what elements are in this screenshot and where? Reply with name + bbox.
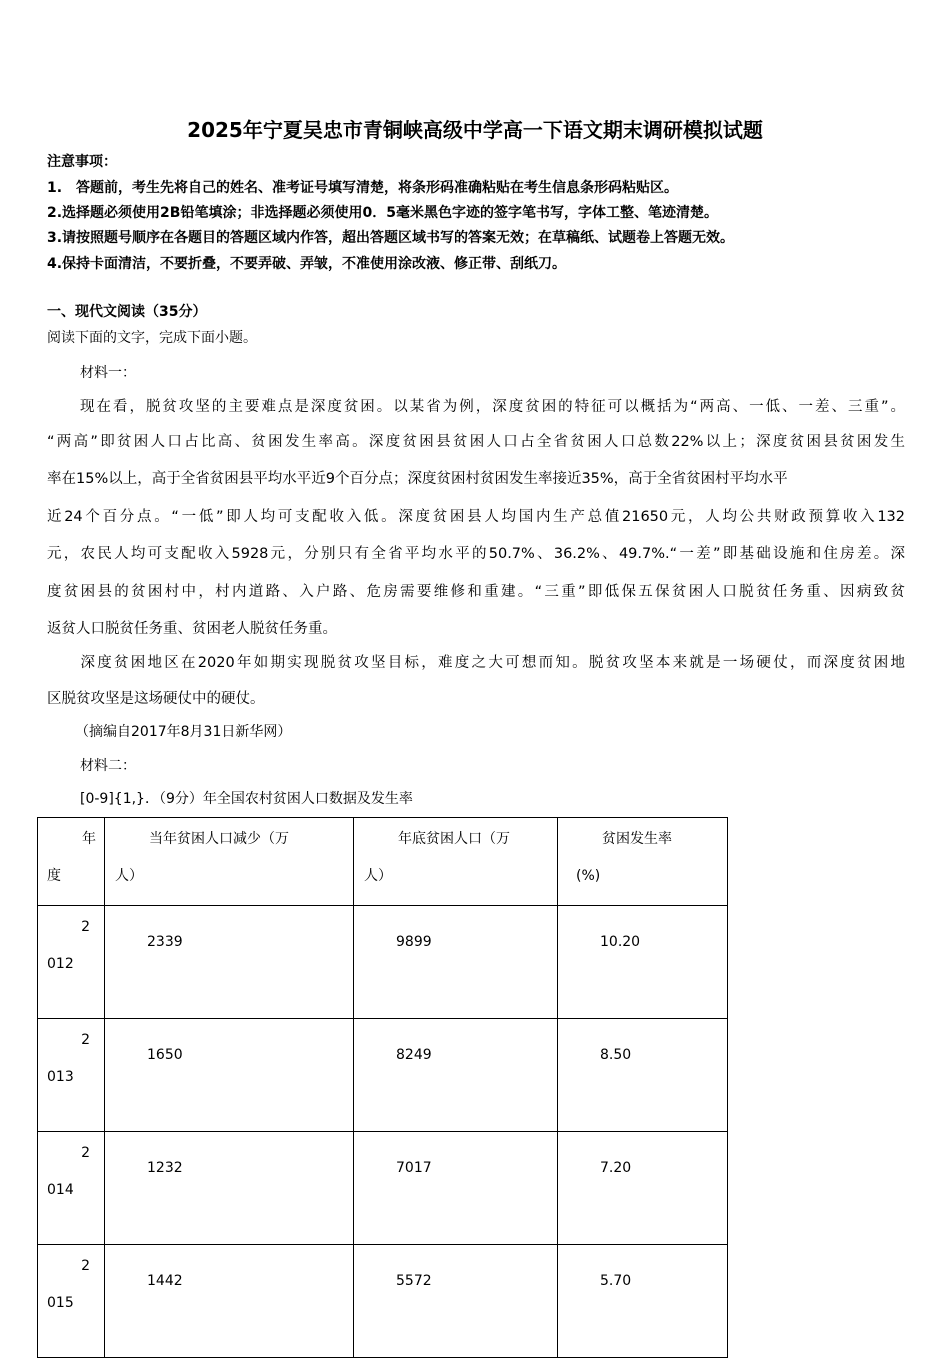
header-year xyxy=(38,818,105,906)
year-part: 014 xyxy=(47,1182,74,1198)
table-row xyxy=(38,1019,728,1132)
header-text: 贫困发生率 xyxy=(602,831,672,847)
instruction: 阅读下面的文字，完成下面小题。 xyxy=(47,330,257,346)
cell-rate: 8.50 xyxy=(558,1019,728,1132)
year-part: 013 xyxy=(47,1069,74,1085)
cell-remaining: 5572 xyxy=(354,1245,558,1358)
cell-remaining: 8249 xyxy=(354,1019,558,1132)
note-item: 3.请按照题号顺序在各题目的答题区域内作答，超出答题区域书写的答案无效；在草稿纸、试题卷上答题无效。 xyxy=(47,230,735,246)
year-part: 012 xyxy=(47,956,74,972)
cell-reduced: 1650 xyxy=(105,1019,354,1132)
header-rate xyxy=(558,818,728,906)
paragraph-line: 率在15%以上，高于全省贫困县平均水平近9个百分点；深度贫困村贫困发生率接近35%，高于全省贫困村平均水平 xyxy=(47,471,788,487)
cell-year xyxy=(38,906,105,1019)
cell-reduced: 1442 xyxy=(105,1245,354,1358)
header-remaining xyxy=(354,818,558,906)
table-caption: [0-9]{1,}．（9分）年全国农村贫困人口数据及发生率 xyxy=(80,791,413,807)
paragraph-line: 近24个百分点。“一低”即人均可支配收入低。深度贫困县人均国内生产总值21650元，人均公共财政预算收入132 xyxy=(47,509,905,525)
paragraph-line: 元，农民人均可支配收入5928元，分别只有全省平均水平的50.7%、36.2%、49.7%.“一差”即基础设施和住房差。深 xyxy=(47,546,905,562)
paragraph-line: 区脱贫攻坚是这场硬仗中的硬仗。 xyxy=(47,691,265,707)
material2-label: 材料二： xyxy=(80,758,136,774)
cell-rate: 5.70 xyxy=(558,1245,728,1358)
poverty-data-table xyxy=(37,817,728,1358)
note-item: 2.选择题必须使用2B铅笔填涂；非选择题必须使用0．5毫米黑色字迹的签字笔书写，字体工整、笔迹清楚。 xyxy=(47,205,718,221)
header-text: 人） xyxy=(364,868,392,884)
header-text: (%) xyxy=(576,868,601,884)
paragraph-line: 度贫困县的贫困村中，村内道路、入户路、危房需要维修和重建。“三重”即低保五保贫困人口脱贫任务重、因病致贫 xyxy=(47,584,905,600)
section-heading: 一、现代文阅读（35分） xyxy=(47,304,207,320)
header-text: 度 xyxy=(47,868,61,884)
header-text: 当年贫困人口减少（万 xyxy=(149,831,289,847)
table-row xyxy=(38,906,728,1019)
material1-label: 材料一： xyxy=(80,365,136,381)
cell-rate: 10.20 xyxy=(558,906,728,1019)
header-text: 人） xyxy=(115,868,143,884)
year-part: 2 xyxy=(81,1145,90,1161)
note-item: 4.保持卡面清洁，不要折叠，不要弄破、弄皱，不准使用涂改液、修正带、刮纸刀。 xyxy=(47,256,567,272)
paragraph-line: 现在看，脱贫攻坚的主要难点是深度贫困。以某省为例，深度贫困的特征可以概括为“两高、一低、一差、三重”。 xyxy=(47,399,905,415)
paragraph-line: 返贫人口脱贫任务重、贫困老人脱贫任务重。 xyxy=(47,621,337,637)
table-row xyxy=(38,1245,728,1358)
cell-year xyxy=(38,1245,105,1358)
cell-rate: 7.20 xyxy=(558,1132,728,1245)
table-row xyxy=(38,1132,728,1245)
cell-remaining: 7017 xyxy=(354,1132,558,1245)
cell-remaining: 9899 xyxy=(354,906,558,1019)
cell-reduced: 1232 xyxy=(105,1132,354,1245)
year-part: 2 xyxy=(81,1258,90,1274)
year-part: 2 xyxy=(81,1032,90,1048)
paragraph-line: 深度贫困地区在2020年如期实现脱贫攻坚目标，难度之大可想而知。脱贫攻坚本来就是一场硬仗，而深度贫困地 xyxy=(47,655,905,671)
source-note: （摘编自2017年8月31日新华网） xyxy=(75,724,292,740)
year-part: 2 xyxy=(81,919,90,935)
note-item: 1. 答题前，考生先将自己的姓名、准考证号填写清楚，将条形码准确粘贴在考生信息条形码粘贴区。 xyxy=(47,180,679,196)
paragraph-line: “两高”即贫困人口占比高、贫困发生率高。深度贫困县贫困人口占全省贫困人口总数22%以上；深度贫困县贫困发生 xyxy=(47,434,905,450)
notes-heading: 注意事项： xyxy=(47,154,117,170)
header-reduced xyxy=(105,818,354,906)
year-part: 015 xyxy=(47,1295,74,1311)
header-text: 年底贫困人口（万 xyxy=(398,831,510,847)
table-header-row xyxy=(38,818,728,906)
page-title: 2025年宁夏吴忠市青铜峡高级中学高一下语文期末调研模拟试题 xyxy=(187,118,763,142)
header-text: 年 xyxy=(82,831,96,847)
cell-year xyxy=(38,1019,105,1132)
cell-year xyxy=(38,1132,105,1245)
cell-reduced: 2339 xyxy=(105,906,354,1019)
